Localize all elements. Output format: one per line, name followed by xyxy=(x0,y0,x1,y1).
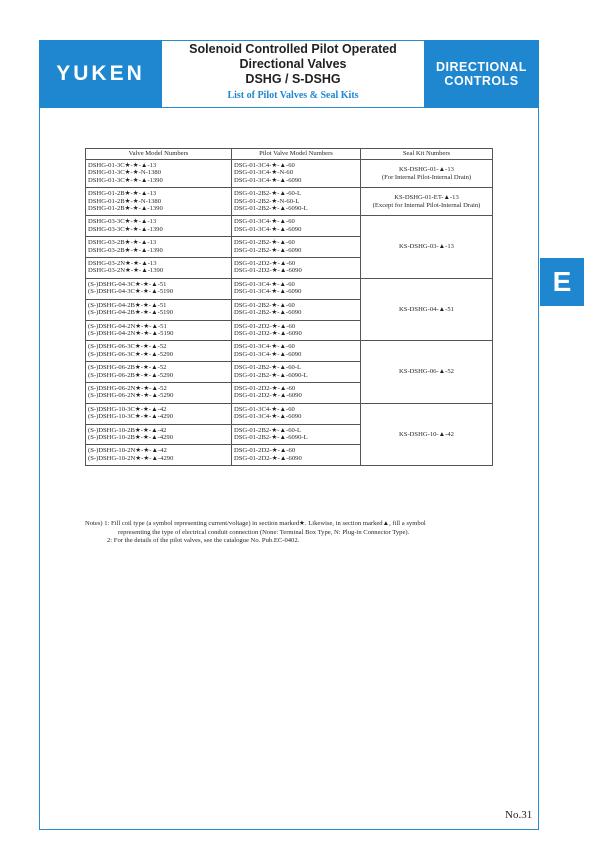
pilot-valve-model-number: DSG-01-3C4-★-▲-60 xyxy=(234,162,295,169)
valve-model-number: DSHG-03-2N★-★-▲-1390 xyxy=(88,267,164,275)
table-row xyxy=(86,160,493,188)
pilot-valve-model-cell xyxy=(232,188,361,216)
pilot-valve-seal-kit-table xyxy=(85,148,493,466)
pilot-valve-model-cell xyxy=(232,216,361,237)
pilot-valve-model-number: DSG-01-2B2-★-▲-6090 xyxy=(234,246,302,254)
valve-model-number: (S-)DSHG-04-2B★-★-▲-5190 xyxy=(88,309,174,317)
seal-kit-number: KS-DSHG-04-▲-51 xyxy=(399,305,454,313)
valve-model-cell xyxy=(86,237,232,258)
notes xyxy=(85,520,495,546)
pilot-valve-model-number: DSG-01-3C4-★-▲-6090 xyxy=(234,225,302,233)
pilot-valve-model-number: DSG-01-2B2-★-▲-6090-L xyxy=(234,205,308,213)
seal-kit-number: KS-DSHG-03-▲-13 xyxy=(399,243,454,251)
seal-kit-cell xyxy=(361,278,493,340)
valve-model-number: DSHG-03-2B★-★-▲-1390 xyxy=(88,246,163,254)
valve-model-number: DSHG-01-2B★-★-N-1380 xyxy=(88,197,161,205)
pilot-valve-model-cell xyxy=(232,237,361,258)
valve-model-number: (S-)DSHG-10-3C★-★-▲-42 xyxy=(88,405,167,413)
valve-model-cell xyxy=(86,258,232,279)
note-1-continued: representing the type of electrical conduit connection (None: Terminal Box Type, N: Plug-in Connector Type). xyxy=(118,528,410,536)
pilot-valve-model-number: DSG-01-3C4-★-▲-6090 xyxy=(234,288,302,296)
valve-model-number: (S-)DSHG-10-2B★-★-▲-42 xyxy=(88,426,167,434)
pilot-valve-model-cell xyxy=(232,403,361,424)
pilot-valve-model-number: DSG-01-2D2-★-▲-60 xyxy=(234,260,296,268)
pilot-valve-model-number: DSG-01-2B2-★-N-60-L xyxy=(234,197,300,205)
valve-model-cell xyxy=(86,403,232,424)
valve-model-number: DSHG-03-2B★-★-▲-13 xyxy=(88,239,157,247)
valve-model-number: DSHG-01-3C★-★-▲-13 xyxy=(88,162,157,169)
valve-model-number: (S-)DSHG-04-2N★-★-▲-51 xyxy=(88,322,167,330)
page-header xyxy=(39,40,539,108)
title-box xyxy=(162,40,424,108)
table-header-row xyxy=(86,149,493,160)
pilot-valve-model-cell xyxy=(232,160,361,188)
pilot-valve-model-number: DSG-01-2D2-★-▲-60 xyxy=(234,384,296,392)
section-tab-e[interactable]: E xyxy=(540,258,584,306)
pilot-valve-model-cell xyxy=(232,341,361,362)
pilot-valve-model-cell xyxy=(232,362,361,383)
pilot-valve-model-number: DSG-01-3C4-★-▲-6090 xyxy=(234,413,302,421)
valve-model-number: DSHG-01-3C★-★-N-1380 xyxy=(88,169,161,177)
valve-model-number: (S-)DSHG-06-2B★-★-▲-5290 xyxy=(88,371,174,379)
pilot-valve-model-cell xyxy=(232,278,361,299)
header-seal-kit: Seal Kit Numbers xyxy=(361,149,493,160)
valve-model-number: (S-)DSHG-04-3C★-★-▲-51 xyxy=(88,280,167,288)
page-number: No.31 xyxy=(505,809,533,821)
pilot-valve-model-number: DSG-01-2B2-★-▲-60-L xyxy=(234,190,302,198)
valve-model-cell xyxy=(86,424,232,445)
section-label-line-2: CONTROLS xyxy=(444,74,519,88)
valve-model-number: (S-)DSHG-04-2B★-★-▲-51 xyxy=(88,301,167,309)
table-body xyxy=(86,160,493,466)
pilot-valve-model-cell xyxy=(232,258,361,279)
pilot-valve-model-number: DSG-01-2B2-★-▲-6090 xyxy=(234,309,302,317)
pilot-valve-model-number: DSG-01-3C4-★-▲-6090 xyxy=(234,176,302,184)
seal-kit-note: (Except for Internal Pilot-Internal Drain) xyxy=(372,201,481,209)
valve-model-number: DSHG-03-2N★-★-▲-13 xyxy=(88,260,157,268)
valve-model-cell xyxy=(86,362,232,383)
pilot-valve-model-number: DSG-01-3C4-★-▲-60 xyxy=(234,280,295,288)
pilot-valve-model-number: DSG-01-2D2-★-▲-6090 xyxy=(234,392,302,400)
valve-model-number: (S-)DSHG-04-3C★-★-▲-5190 xyxy=(88,288,174,296)
section-label-line-1: DIRECTIONAL xyxy=(436,60,527,74)
valve-model-cell xyxy=(86,320,232,341)
section-label-box xyxy=(424,40,539,108)
valve-model-number: DSHG-01-3C★-★-▲-1390 xyxy=(88,176,163,184)
title-line-1: Solenoid Controlled Pilot Operated xyxy=(189,42,397,56)
valve-model-number: DSHG-03-3C★-★-▲-13 xyxy=(88,218,157,226)
valve-model-cell xyxy=(86,341,232,362)
pilot-valve-model-number: DSG-01-2B2-★-▲-6090-L xyxy=(234,433,308,441)
brand-logo: YUKEN xyxy=(56,62,145,85)
valve-model-cell xyxy=(86,278,232,299)
valve-model-number: (S-)DSHG-10-2N★-★-▲-4290 xyxy=(88,454,174,462)
valve-model-cell xyxy=(86,382,232,403)
pilot-valve-model-number: DSG-01-2B2-★-▲-60 xyxy=(234,301,295,309)
header-valve-model: Valve Model Numbers xyxy=(86,149,232,160)
table-row xyxy=(86,278,493,299)
table-row xyxy=(86,403,493,424)
seal-kit-cell xyxy=(361,341,493,403)
pilot-valve-model-number: DSG-01-2B2-★-▲-60 xyxy=(234,239,295,247)
pilot-valve-model-number: DSG-01-3C4-★-▲-60 xyxy=(234,405,295,413)
pilot-valve-model-number: DSG-01-2B2-★-▲-6090-L xyxy=(234,371,308,379)
table-row xyxy=(86,341,493,362)
pilot-valve-model-number: DSG-01-2B2-★-▲-60-L xyxy=(234,426,302,434)
valve-model-number: (S-)DSHG-10-3C★-★-▲-4290 xyxy=(88,413,174,421)
pilot-valve-model-number: DSG-01-2D2-★-▲-60 xyxy=(234,447,296,455)
pilot-valve-model-number: DSG-01-2D2-★-▲-6090 xyxy=(234,454,302,462)
valve-model-cell xyxy=(86,299,232,320)
table-row xyxy=(86,188,493,216)
valve-model-number: (S-)DSHG-04-2N★-★-▲-5190 xyxy=(88,329,174,337)
pilot-valve-model-number: DSG-01-2D2-★-▲-60 xyxy=(234,322,296,330)
pilot-valve-model-cell xyxy=(232,445,361,466)
title-line-3: DSHG / S-DSHG xyxy=(245,72,341,86)
table-row xyxy=(86,216,493,237)
seal-kit-note: (For Internal Pilot-Internal Drain) xyxy=(381,173,472,181)
brand-logo-box xyxy=(39,40,162,108)
pilot-valve-model-number: DSG-01-2D2-★-▲-6090 xyxy=(234,267,302,275)
valve-model-number: DSHG-03-3C★-★-▲-1390 xyxy=(88,225,163,233)
pilot-valve-model-number: DSG-01-2D2-★-▲-6090 xyxy=(234,329,302,337)
pilot-valve-model-cell xyxy=(232,299,361,320)
pilot-valve-model-number: DSG-01-2B2-★-▲-60-L xyxy=(234,364,302,372)
seal-kit-number: KS-DSHG-01-▲-13 xyxy=(399,166,454,174)
pilot-valve-model-cell xyxy=(232,320,361,341)
valve-model-number: (S-)DSHG-06-2N★-★-▲-5290 xyxy=(88,392,174,400)
valve-model-cell xyxy=(86,216,232,237)
note-2: 2: For the details of the pilot valves, see the catalogue No. Pub.EC-0402. xyxy=(107,537,300,545)
pilot-valve-model-number: DSG-01-3C4-★-▲-60 xyxy=(234,343,295,351)
seal-kit-cell xyxy=(361,160,493,188)
valve-model-number: (S-)DSHG-06-2B★-★-▲-52 xyxy=(88,364,167,372)
pilot-valve-model-cell xyxy=(232,382,361,403)
valve-model-cell xyxy=(86,188,232,216)
seal-kit-number: KS-DSHG-10-▲-42 xyxy=(399,430,454,438)
valve-model-number: (S-)DSHG-06-3C★-★-▲-52 xyxy=(88,343,167,351)
pilot-valve-model-number: DSG-01-3C4-★-▲-6090 xyxy=(234,350,302,358)
valve-model-cell xyxy=(86,445,232,466)
valve-model-number: DSHG-01-2B★-★-▲-1390 xyxy=(88,205,163,213)
pilot-valve-model-number: DSG-01-3C4-★-▲-60 xyxy=(234,218,295,226)
pilot-valve-model-cell xyxy=(232,424,361,445)
valve-model-number: (S-)DSHG-06-3C★-★-▲-5290 xyxy=(88,350,174,358)
seal-kit-cell xyxy=(361,188,493,216)
header-pilot-valve-model: Pilot Valve Model Numbers xyxy=(232,149,361,160)
valve-model-number: (S-)DSHG-10-2N★-★-▲-42 xyxy=(88,447,167,455)
seal-kit-cell xyxy=(361,216,493,278)
note-1: Notes) 1: Fill coil type (a symbol representing current/voltage) in section marked★. Likewise, in section marked▲, fill a symbol xyxy=(85,520,426,527)
valve-model-number: DSHG-01-2B★-★-▲-13 xyxy=(88,190,157,198)
seal-kit-number: KS-DSHG-06-▲-52 xyxy=(399,368,454,376)
seal-kit-cell xyxy=(361,403,493,465)
title-line-2: Directional Valves xyxy=(239,57,347,71)
valve-model-number: (S-)DSHG-06-2N★-★-▲-52 xyxy=(88,384,167,392)
valve-model-number: (S-)DSHG-10-2B★-★-▲-4290 xyxy=(88,433,174,441)
section-label xyxy=(436,60,527,88)
seal-kit-number: KS-DSHG-01-ET-▲-13 xyxy=(394,194,459,202)
valve-model-cell xyxy=(86,160,232,188)
page-subtitle: List of Pilot Valves & Seal Kits xyxy=(227,90,359,101)
pilot-valve-model-number: DSG-01-3C4-★-N-60 xyxy=(234,169,294,177)
